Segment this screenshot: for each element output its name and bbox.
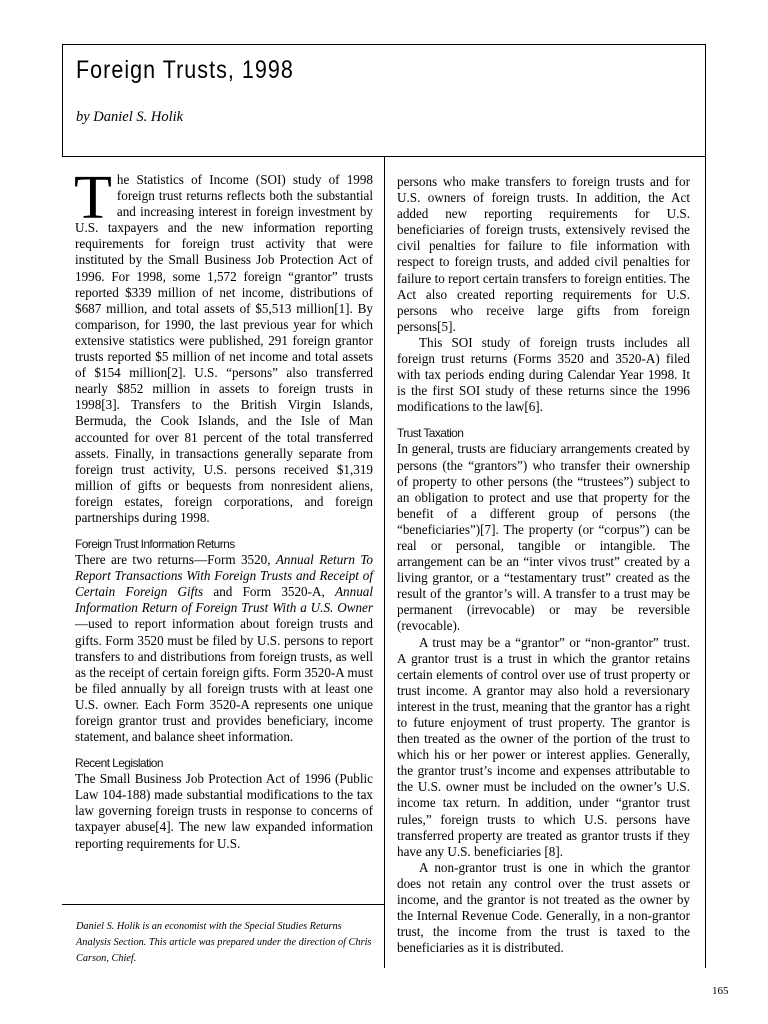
page-number: 165: [712, 985, 729, 997]
top-rule: [62, 44, 706, 45]
section-heading-recent-legislation: Recent Legislation: [75, 756, 163, 771]
header-left-rule: [62, 44, 63, 156]
non-grantor-trust-paragraph: A non-grantor trust is one in which the grantor does not retain any control over the trust assets or income, and the grantor is not treated as the owner by the Internal Revenue Code. Generally, in a non-grantor trust, the income from the trust is taxed to the beneficiaries as it is distributed.: [397, 859, 690, 956]
text-run: and Form 3520-A,: [203, 584, 336, 600]
grantor-trust-paragraph: A trust may be a “grantor” or “non-grantor” trust. A grantor trust is a trust in which the grantor retains certain elements of control over use of trust property or trust income. A grantor may also hold a reversionary interest in the trust, meaning that the grantor has a right to future enjoyment of trust property. The grantor is then treated as the owner of the portion of the trust to which his or her power or interest applies. Generally, the grantor trust’s income and expenses attributable to the U.S. owner must be included on the owner’s U.S. income tax return. In addition, under “grantor trust rules,” foreign trusts to which U.S. persons have transferred property are treated as grantor trusts if they have any U.S. beneficiaries [8].: [397, 634, 690, 859]
article-byline: by Daniel S. Holik: [76, 109, 184, 125]
column-divider: [384, 156, 385, 968]
right-frame-rule: [705, 44, 706, 968]
text-run: There are two returns—Form 3520,: [75, 552, 276, 568]
section-heading-information-returns: Foreign Trust Information Returns: [75, 537, 235, 552]
section-heading-trust-taxation: Trust Taxation: [397, 426, 464, 441]
information-returns-paragraph: [75, 552, 373, 745]
trust-definition-paragraph: In general, trusts are fiduciary arrangements created by persons (the “grantors”) who transfer their ownership of property to other persons (the “trustees”) subject to an obligation to protect and use that property for the benefit of a different group of persons (the “beneficiaries”)[7]. The property (or “corpus”) can be real or personal, tangible or intangible. The arrangement can be an “inter vivos trust” created by a living grantor, or a “testamentary trust” created as the result of the grantor’s will. A transfer to a trust may be permanent (irrevocable) or may be reversible (revocable).: [397, 441, 690, 634]
left-column: [74, 164, 373, 852]
footnote-rule: [62, 904, 384, 905]
author-footnote: Daniel S. Holik is an economist with the Special Studies Returns Analysis Section. This article was prepared under the direction of Chris Carson, Chief.: [76, 921, 372, 964]
article-title: Foreign Trusts, 1998: [76, 56, 294, 84]
right-column: [397, 174, 690, 956]
intro-paragraph: [74, 164, 373, 526]
text-run: —used to report information about foreign trusts and gifts. Form 3520 must be filed by U.S. persons to report transfers to and distributions from foreign trusts, as well as the receipt of certain foreign gifts. Form 3520-A must be filed annually by all foreign trusts with at least one U.S. owner. Each Form 3520-A represents one unique foreign grantor trust and provides beneficiary, income statement, and balance sheet information.: [75, 616, 373, 745]
continued-paragraph: persons who make transfers to foreign trusts and for U.S. owners of foreign trusts. In addition, the Act added new reporting requirements for U.S. beneficiaries of foreign trusts, extensively revised the civil penalties for failure to file information with respect to foreign trusts, and added civil penalties for failure to report certain transfers to foreign entities. The Act also created reporting requirements for U.S. persons who receive large gifts from foreign persons[5].: [397, 174, 690, 334]
form-3520a-title: Annual Information Return of Foreign Trust With a U.S. Owner: [75, 584, 373, 616]
study-scope-paragraph: This SOI study of foreign trusts includes all foreign trust returns (Forms 3520 and 3520-A) filed with tax periods ending during Calendar Year 1998. It is the first SOI study of these returns since the 1996 modifications to the law[6].: [397, 334, 690, 415]
form-3520-title: Annual Return To Report Transactions With Foreign Trusts and Receipt of Certain Foreign Gifts: [75, 552, 373, 600]
drop-cap: T: [74, 164, 112, 232]
recent-legislation-paragraph: The Small Business Job Protection Act of 1996 (Public Law 104-188) made substantial modifications to the tax law governing foreign trusts in response to concerns of taxpayer abuse[4]. The new law expanded information reporting requirements for U.S.: [75, 771, 373, 851]
intro-text: he Statistics of Income (SOI) study of 1998 foreign trust returns reflects both the substantial and increasing interest in foreign investment by U.S. taxpayers and the new information reporting requirements for foreign trust activity that were instituted by the Small Business Job Protection Act of 1996. For 1998, some 1,572 foreign “grantor” trusts reported $339 million of net income, distributions of $687 million, and total assets of $5,513 million[1]. By comparison, for 1990, the last previous year for which extensive statistics were published, 291 foreign grantor trusts reported $5 million of net income and total assets of $154 million[2]. U.S. “persons” also transferred nearly $852 million in assets to foreign trusts in 1998[3]. Transfers to the British Virgin Islands, Bermuda, the Cook Islands, and the Isle of Man accounted for over 81 percent of the total transferred assets. Finally, in transactions generally separate from foreign trust activity, U.S. persons received $1,319 million of gifts or bequests from nonresident aliens, foreign estates, foreign corporations, and foreign partnerships during 1998.: [75, 172, 373, 525]
